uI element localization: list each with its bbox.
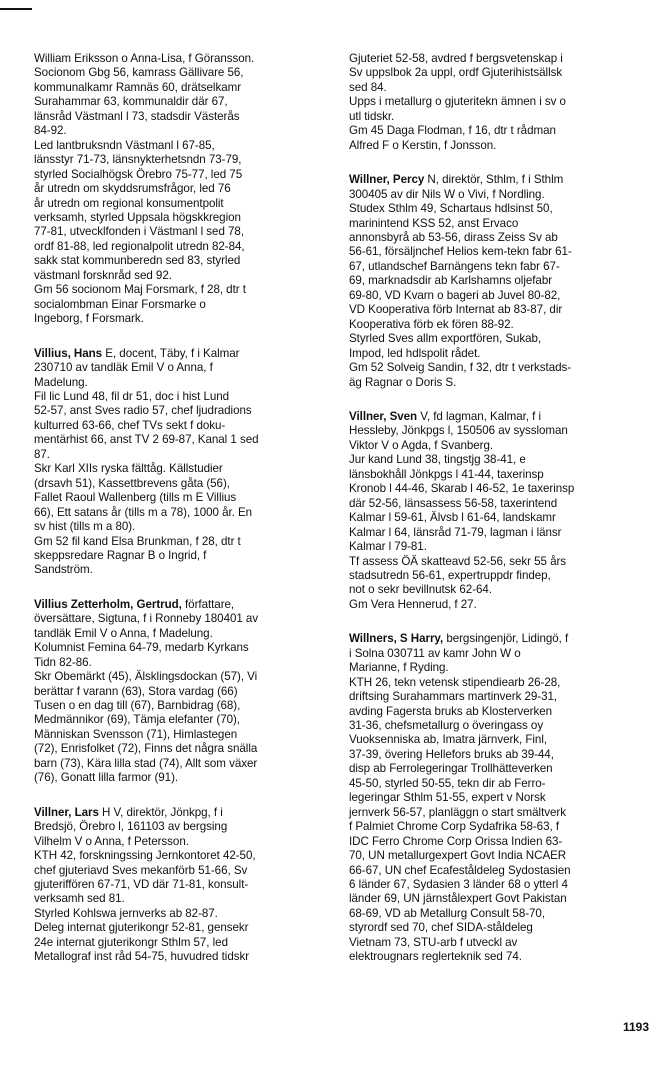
entry-paragraph: KTH 26, tekn vetensk stipendiearb 26-28, driftsing Surahammars martinverk 29-31, avding Fagersta bruks ab Klosterverken 31-36, chefsmetallurg o överingass oy Vuoksenniska ab, Imatra järnverk, Finl, 37-39, övering Hellefors bruks ab 39-44, disp ab Ferrolegeringar Trollhätteverken 45-50, styrled 50-55, tekn dir ab Ferro- legeringar Sthlm 51-55, expert v Norsk jernverk 56-57, planläggn o start smältverk f Palmiet Chrome Corp Sydafrika 58-63, f IDC Ferro Chrome Corp Orissa Indien 63- 70, UN metallurgexpert Govt India NCAER 66-67, UN chef Ecafeståldeleg Sydostasien 6 länder 67, Sydasien 3 länder 68 o ytterl 4 länder 69, UN järnstålexpert Govt Pakistan 68-69, VD ab Metallurg Consult 58-70, styrordf sed 70, chef SIDA-ståldeleg Vietnam 73, STU-arb f utveckl av elektrougnars reglerteknik sed 74. xyxy=(349,675,571,964)
entry-name: Villius Zetterholm, Gertrud, xyxy=(34,597,182,611)
entry-paragraph: KTH 42, forskningssing Jernkontoret 42-50, chef gjuteriavd Sves mekanförb 51-66, Sv gjuteriffören 67-71, VD där 71-81, konsult- verksamh sed 81. xyxy=(34,849,256,906)
entry-villner-lars xyxy=(34,806,334,965)
entry-paragraph: Styrled Kohlswa jernverks ab 82-87. Deleg internat gjuterikongr 52-81, gensekr 24e internat gjuterikongr Sthlm 57, led Metallograf inst råd 54-75, huvudred tidskr xyxy=(34,906,250,964)
entry-intro: V, fd lagman, Kalmar, f i Hessleby, Jönkpgs l, 150506 av syssloman Viktor V o Agda, f Svanberg. xyxy=(349,409,568,452)
entry-villius-zetterholm-gertrud xyxy=(34,598,334,786)
left-column xyxy=(34,52,334,985)
entry-intro: E, docent, Täby, f i Kalmar 230710 av tandläk Emil V o Anna, f Madelung. xyxy=(34,346,240,389)
entry-paragraph: Gjuteriet 52-58, avdred f bergsvetenskap i Sv uppslbok 2a uppl, ordf Gjuterihistsällsk sed 84. xyxy=(349,52,563,94)
entry-paragraph: Studex Sthlm 49, Schartaus hdlsinst 50, marinintend KSS 52, anst Ervaco annonsbyrå ab 53-56, dirass Zeiss Sv ab 56-61, försäljnchef Helios kem-tekn fabr 61- 67, utlandschef Barnängens tekn fabr 67- 69, marknadsdir ab Karlshamns oljefabr 69-80, VD Kvarn o bageri ab Juvel 80-82, VD Kooperativa förb Internat ab 83-87, dir Kooperativa förb ek fören 88-92. xyxy=(349,202,572,331)
entry-paragraph: Gm 56 socionom Maj Forsmark, f 28, dtr t socialombman Einar Forsmarke o Ingeborg, f Forsmark. xyxy=(34,283,246,326)
entry-villner-lars-continued xyxy=(349,52,651,153)
entry-eriksson-continued xyxy=(34,52,334,327)
right-column xyxy=(349,52,651,985)
entry-paragraph: Gm 52 fil kand Elsa Brunkman, f 28, dtr t skeppsredare Ragnar B o Ingrid, f Sandström. xyxy=(34,534,241,577)
entry-heading xyxy=(34,347,334,390)
page-number: 1193 xyxy=(622,1020,649,1034)
entry-intro: N, direktör, Sthlm, f i Sthlm 300405 av dir Nils W o Vivi, f Nordling. xyxy=(349,173,564,201)
entry-intro: H V, direktör, Jönkpg, f i Bredsjö, Örebro l, 161103 av bergsing Vilhelm V o Anna, f Petersson. xyxy=(34,805,228,848)
entry-paragraph: Jur kand Lund 38, tingstjg 38-41, e länsbokhåll Jönkpgs l 41-44, taxerinsp Kronob l 44-46, Skarab l 46-52, 1e taxerinsp där 52-56, länsassess 56-58, taxerintend Kalmar l 59-61, Älvsb l 61-64, landskamr Kalmar l 64, länsråd 71-79, lagman i länsr Kalmar l 79-81. xyxy=(349,453,575,554)
entry-paragraph: Upps i metallurg o gjuteritekn ämnen i sv o utl tidskr. xyxy=(349,95,566,123)
entry-heading xyxy=(349,632,651,675)
entry-paragraph: Led lantbruksndn Västmanl l 67-85, länsstyr 71-73, länsnykterhetsndn 73-79, styrled Socialhögsk Örebro 75-77, led 75 år utredn om skyddsrumsfrågor, led 76 år utredn om regional konsumentpolit verksamh, styrled Uppsala högskkregion 77-81, utvecklfonden i Västmanl l sed 78, ordf 81-88, led regionalpolit utredn 82-84, sakk stat kommunberedn sed 83, styrled västmanl forsknråd sed 92. xyxy=(34,138,245,282)
entry-name: Villner, Sven xyxy=(349,409,418,423)
entry-name: Villner, Lars xyxy=(34,805,99,819)
entry-paragraph: Styrled Sves allm exportfören, Sukab, Impod, led hdlspolit rådet. xyxy=(349,332,542,360)
entry-paragraph: Gm 45 Daga Flodman, f 16, dtr t rådman Alfred F o Kerstin, f Jonsson. xyxy=(349,124,556,152)
entry-heading xyxy=(34,598,334,641)
entry-willner-percy xyxy=(349,173,651,390)
entry-paragraph: Gm Vera Hennerud, f 27. xyxy=(349,597,477,611)
entry-intro: bergsingenjör, Lidingö, f i Solna 030711 av kamr John W o Marianne, f Ryding. xyxy=(349,632,569,675)
entry-paragraph: Fil lic Lund 48, fil dr 51, doc i hist Lund 52-57, anst Sves radio 57, chef ljudradions kulturred 63-66, chef TVs sekt f doku- mentärhist 66, anst TV 2 69-87, Kanal 1 sed 87. xyxy=(34,389,259,461)
entry-name: Willner, Percy xyxy=(349,173,425,187)
entry-paragraph: Kolumnist Femina 64-79, medarb Kyrkans Tidn 82-86. xyxy=(34,641,249,669)
entry-name: Villius, Hans xyxy=(34,346,103,360)
entry-heading xyxy=(34,806,334,849)
entry-heading xyxy=(349,410,651,453)
entry-paragraph: Skr Karl XIIs ryska fälttåg. Källstudier (drsavh 51), Kassettbrevens gåta (56), Fallet Raoul Wallenberg (tills m E Villius 66), Ett satans år (tills m a 78), 1000 år. En sv hist (tills m a 80). xyxy=(34,462,253,534)
entry-paragraph: William Eriksson o Anna-Lisa, f Göransson. Socionom Gbg 56, kamrass Gällivare 56, kommunalkamr Ramnäs 60, drätselkamr Surahammar 63, kommunaldir där 67, länsråd Västmanl l 73, stadsdir Västerås 84-92. xyxy=(34,52,255,138)
entry-willners-harry xyxy=(349,632,651,964)
entry-villner-sven xyxy=(349,410,651,612)
corner-rule xyxy=(0,8,32,10)
entry-paragraph: Gm 52 Solveig Sandin, f 32, dtr t verkstads- äg Ragnar o Doris S. xyxy=(349,361,572,389)
entry-paragraph: Tf assess ÖÄ skatteavd 52-56, sekr 55 års stadsutredn 56-61, expertruppdr findep, not o sekr bevillnutsk 62-64. xyxy=(349,554,567,597)
entry-villius-hans xyxy=(34,347,334,578)
entry-name: Willners, S Harry, xyxy=(349,632,444,646)
entry-intro: författare, översättare, Sigtuna, f i Ronneby 180401 av tandläk Emil V o Anna, f Madelung. xyxy=(34,597,259,640)
entry-paragraph: Skr Obemärkt (45), Älsklingsdockan (57), Vi berättar f varann (63), Stora vardag (66) Tusen o en dag till (67), Barnbidrag (68), Medmännikor (69), Tämja elefanter (70), Människan Svensson (71), Himlastegen (72), Enrisfolket (72), Finns det några snälla barn (73), Kära lilla stad (74), Allt som växer (76), Gonatt lilla farmor (91). xyxy=(34,670,258,785)
entry-heading xyxy=(349,173,651,202)
